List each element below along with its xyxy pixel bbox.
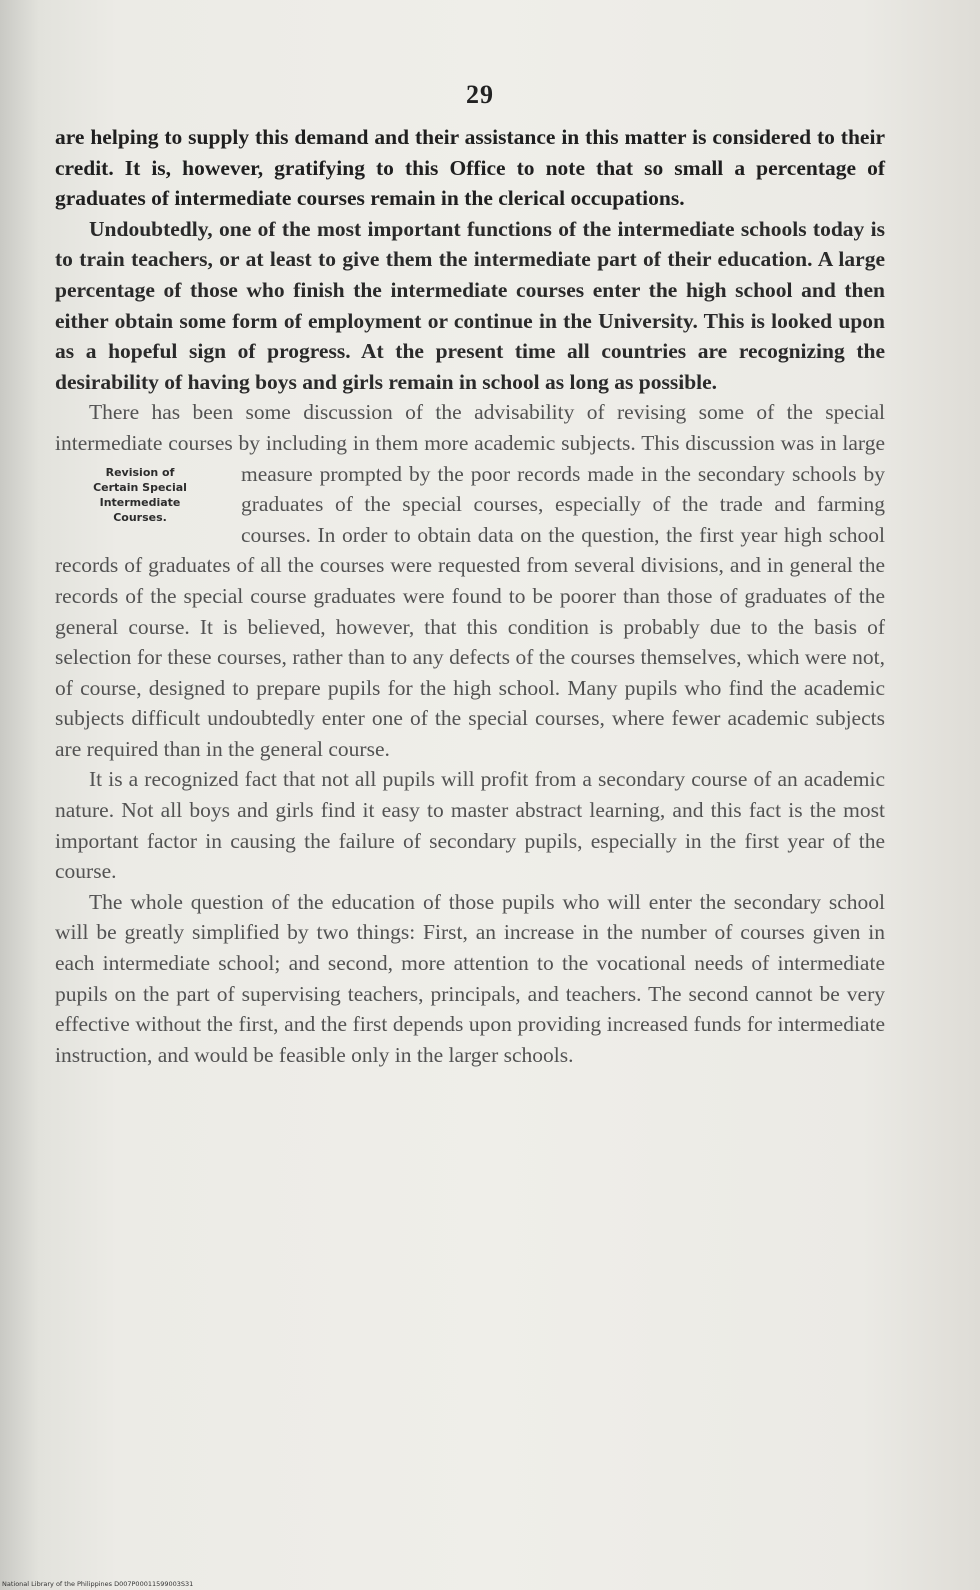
side-note [55, 465, 225, 525]
footer-credit: National Library of the Philippines D007P00011599003S31 [2, 1580, 194, 1588]
paragraph-3 [55, 397, 885, 764]
paragraph-4: It is a recognized fact that not all pupils will profit from a secondary course of an academic nature. Not all boys and girls find it easy to master abstract learning, and this fact is the most important factor in causing the failure of secondary pupils, especially in the first year of the course. [55, 767, 885, 884]
paragraph-3-part-1: There has been some discussion of the advisability of revising some of the special intermediate courses by including in them more academic subjects. This discussion was in large measure [55, 400, 885, 486]
side-note-line-4: Courses. [113, 510, 167, 524]
paragraph-2: Undoubtedly, one of the most important functions of the intermediate schools today is to train teachers, or at least to give them the intermediate part of their education. A large percentage of those who finish the intermediate courses enter the high school and then either obtain some form of employment or continue in the University. This is looked upon as a hopeful sign of progress. At the present time all countries are recognizing the desirability of having boys and girls remain in school as long as possible. [55, 216, 885, 394]
body-text [55, 122, 885, 1070]
paragraph-5: The whole question of the education of those pupils who will enter the secondary school will be greatly simplified by two things: First, an increase in the number of courses given in each intermediate school; and second, more attention to the vocational needs of intermediate pupils on the part of supervising teachers, principals, and teachers. The second cannot be very effective without the first, and the first depends upon providing increased funds for intermediate instruction, and would be feasible only in the larger schools. [55, 889, 885, 1067]
paragraph-1: are helping to supply this demand and their assistance in this matter is considered to their credit. It is, however, gratifying to this Office to note that so small a percentage of graduates of intermediate courses remain in the clerical occupations. [55, 125, 885, 211]
side-note-line-1: Revision of [105, 465, 175, 479]
side-note-line-2: Certain Special [93, 480, 187, 494]
paragraph-3-part-2: prompted by the poor records made in the secondary schools by graduates of the special courses, especially of the trade and farming courses. In order to obtain data on the question, the first year high school records of graduates of all the courses were requested from several divisions, and in general the records of the special course graduates were found to be poorer than those of graduates of the general course. It is believed, however, that this condition is probably due to the basis of selection for these courses, rather than to any defects of the courses themselves, which were not, of course, designed to prepare pupils for the high school. Many pupils who find the academic subjects difficult undoubtedly enter one of the special courses, where fewer academic subjects are required than in the general course. [55, 461, 885, 761]
side-note-line-3: Intermediate [99, 495, 181, 509]
page-number: 29 [466, 80, 494, 109]
